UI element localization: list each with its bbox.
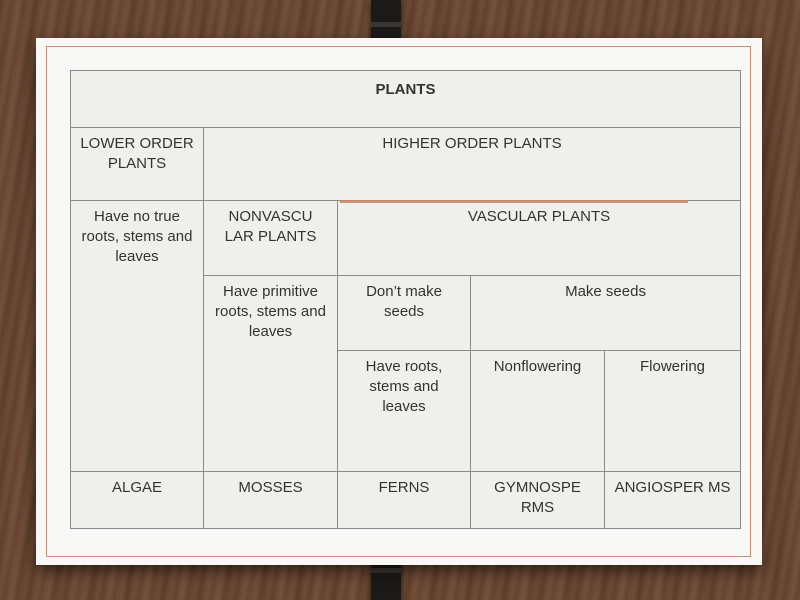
table-row xyxy=(71,71,741,128)
top-clip-band xyxy=(371,22,401,27)
table-row xyxy=(71,201,741,276)
bottom-clip-band xyxy=(371,568,401,573)
mosses-cell: MOSSES xyxy=(204,472,338,529)
angiosperms-cell: ANGIOSPER MS xyxy=(605,472,741,529)
no-seeds-cell: Don’t make seeds xyxy=(338,276,471,351)
nonvascular-plants-cell: NONVASCU LAR PLANTS xyxy=(204,201,338,276)
algae-cell: ALGAE xyxy=(71,472,204,529)
ferns-cell: FERNS xyxy=(338,472,471,529)
ferns-description-cell: Have roots, stems and leaves xyxy=(338,351,471,472)
make-seeds-cell: Make seeds xyxy=(471,276,741,351)
plants-classification-table xyxy=(70,70,741,529)
table-row xyxy=(71,472,741,529)
gymnosperms-cell: GYMNOSPE RMS xyxy=(471,472,605,529)
higher-order-plants-cell: HIGHER ORDER PLANTS xyxy=(204,128,741,201)
nonvascular-description-cell: Have primitive roots, stems and leaves xyxy=(204,276,338,472)
table-row xyxy=(71,128,741,201)
lower-order-description-cell: Have no true roots, stems and leaves xyxy=(71,201,204,472)
nonflowering-cell: Nonflowering xyxy=(471,351,605,472)
flowering-cell: Flowering xyxy=(605,351,741,472)
vascular-plants-cell: VASCULAR PLANTS xyxy=(338,201,741,276)
lower-order-plants-cell: LOWER ORDER PLANTS xyxy=(71,128,204,201)
table-title: PLANTS xyxy=(71,71,741,128)
accent-line xyxy=(340,200,688,203)
